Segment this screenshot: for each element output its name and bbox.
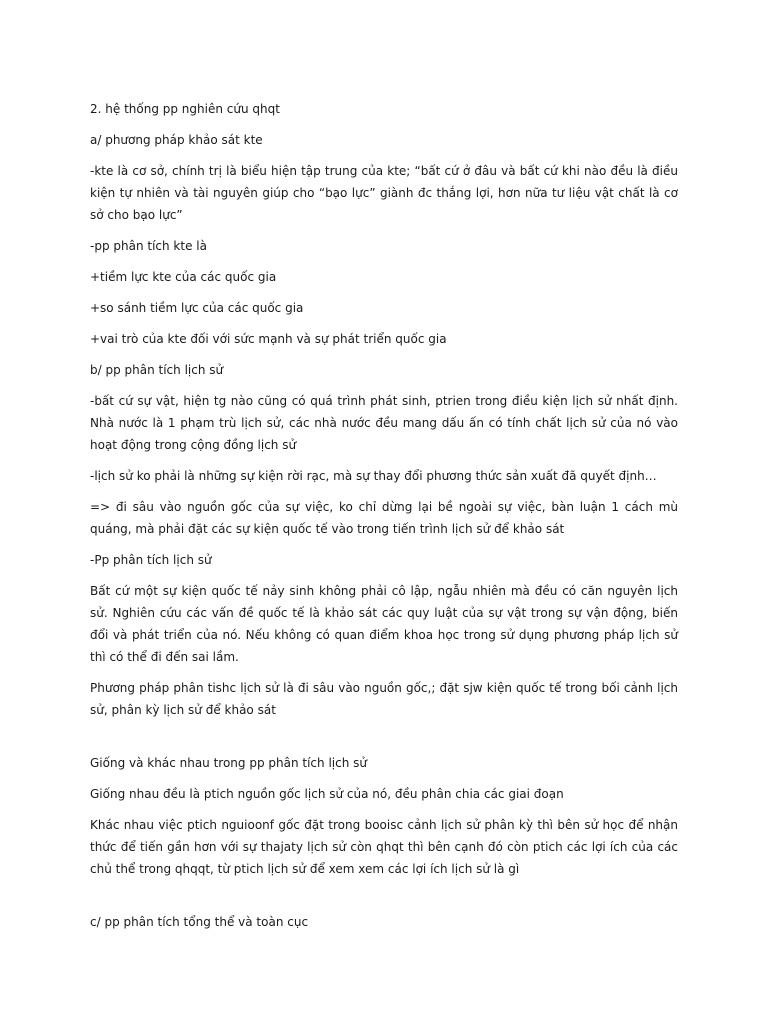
paragraph: -pp phân tích kte là [90,239,207,253]
list-item: +vai trò của kte đối với sức mạnh và sự phát triển quốc gia [90,332,447,346]
paragraph: -Pp phân tích lịch sử [90,553,212,567]
paragraph: Phương pháp phân tishc lịch sử là đi sâu vào nguồn gốc,; đặt sjw kiện quốc tế trong bối cảnh lịch sử, phân kỳ lịch sử để khảo sát [90,681,678,717]
subsection-heading: c/ pp phân tích tổng thể và toàn cục [90,915,309,929]
paragraph: Khác nhau việc ptich nguioonf gốc đặt trong booisc cảnh lịch sử phân kỳ thì bên sử học để nhận thức để tiến gần hơn với sự thajaty lịch sử còn qhqt thì bên cạnh đó còn ptich các lợi ích của các chủ thể trong qhqqt, từ ptich lịch sử để xem xem các lợi ích lịch sử là gì [90,818,678,876]
paragraph: => đi sâu vào nguồn gốc của sự việc, ko chỉ dừng lại bề ngoài sự việc, bàn luận 1 cách mù quáng, mà phải đặt các sự kiện quốc tế vào trong tiến trình lịch sử để khảo sát [90,500,678,536]
section-heading: 2. hệ thống pp nghiên cứu qhqt [90,102,280,116]
subsection-heading: a/ phương pháp khảo sát kte [90,133,263,147]
blank-line [90,730,678,752]
paragraph: Giống nhau đều là ptich nguồn gốc lịch sử của nó, đều phân chia các giai đoạn [90,787,564,801]
paragraph: -lịch sử ko phải là những sự kiện rời rạc, mà sự thay đổi phương thức sản xuất đã quyết định… [90,469,657,483]
list-item: +tiềm lực kte của các quốc gia [90,270,277,284]
document-body [90,98,678,942]
paragraph: -kte là cơ sở, chính trị là biểu hiện tập trung của kte; “bất cứ ở đâu và bất cứ khi nào đều là điều kiện tự nhiên và tài nguyên giúp cho “bạo lực” giành đc thắng lợi, hơn nữa tư liệu vật chất là cơ sở cho bạo lực” [90,164,678,222]
subsection-heading: Giống và khác nhau trong pp phân tích lịch sử [90,756,367,770]
list-item: +so sánh tiềm lực của các quốc gia [90,301,304,315]
blank-line [90,889,678,911]
subsection-heading: b/ pp phân tích lịch sử [90,363,224,377]
paragraph: -bất cứ sự vật, hiện tg nào cũng có quá trình phát sinh, ptrien trong điều kiện lịch sử nhất định. Nhà nước là 1 phạm trù lịch sử, các nhà nước đều mang dấu ấn có tính chất lịch sử của nó vào hoạt động trong cộng đồng lịch sử [90,394,678,452]
paragraph: Bất cứ một sự kiện quốc tế nảy sinh không phải cô lập, ngẫu nhiên mà đều có căn nguyên lịch sử. Nghiên cứu các vấn đề quốc tế là khảo sát các quy luật của sự vật trong sự vận động, biến đổi và phát triển của nó. Nếu không có quan điểm khoa học trong sử dụng phương pháp lịch sử thì có thể đi đến sai lầm. [90,584,678,664]
